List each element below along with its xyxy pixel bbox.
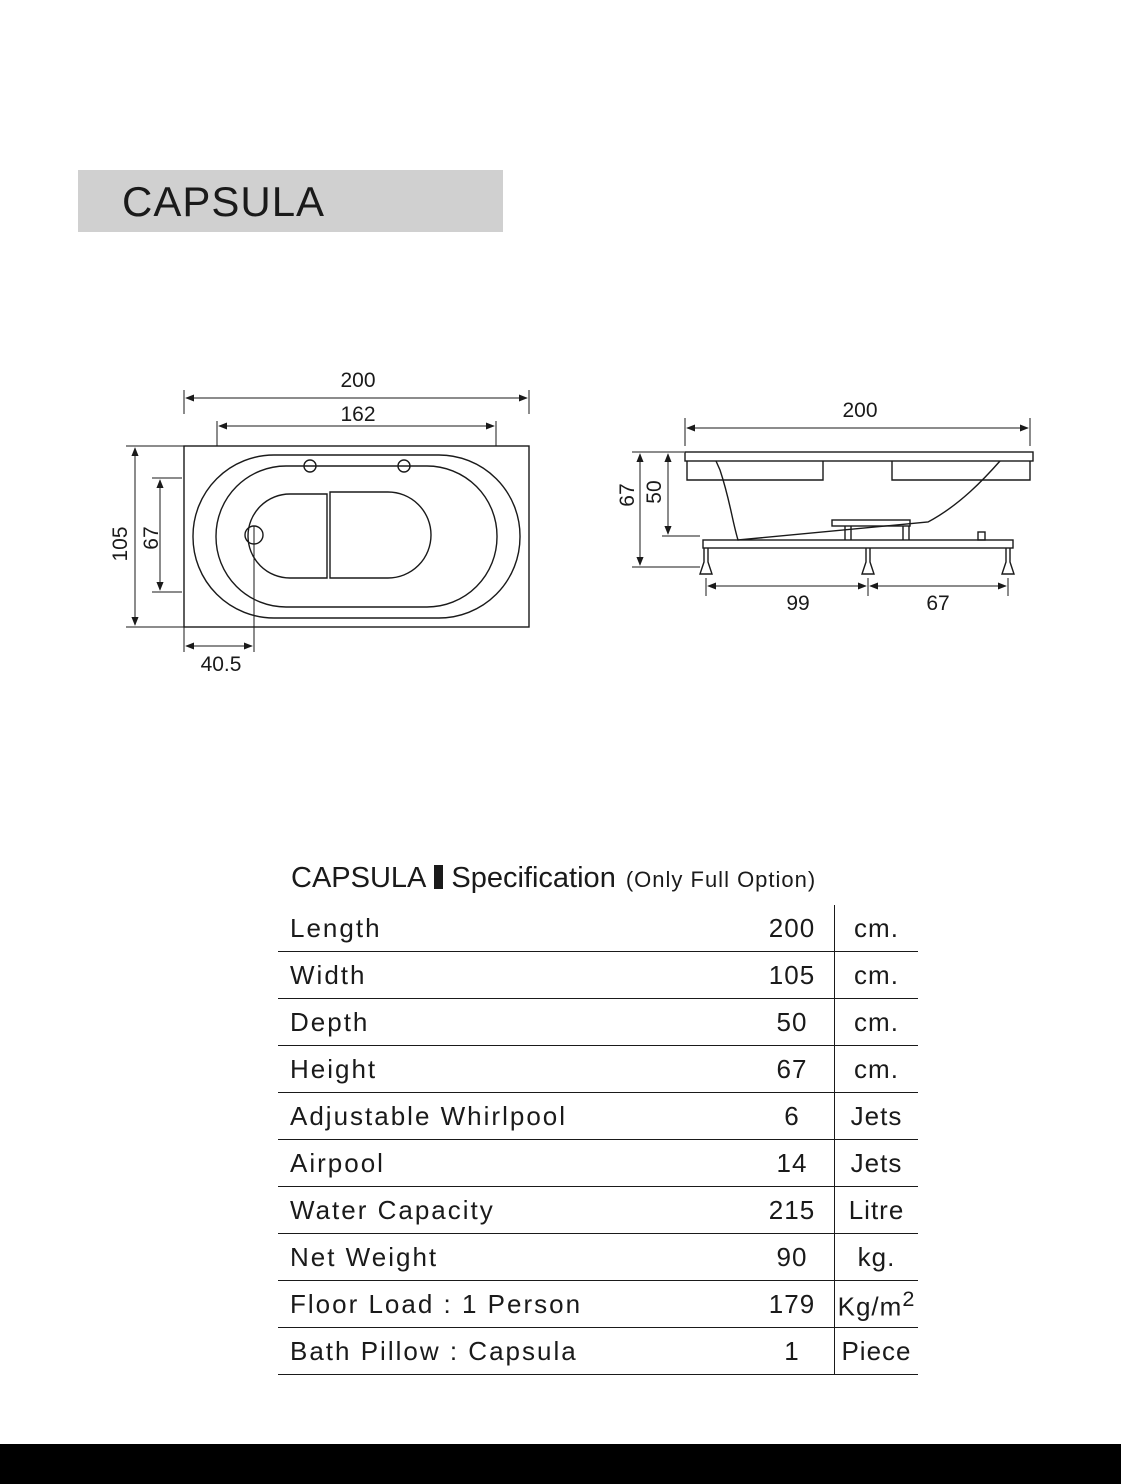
spec-unit: Jets: [835, 1093, 919, 1140]
table-row: [278, 1046, 918, 1093]
label-side-length: 200: [842, 399, 878, 422]
label-drain-offset: 40.5: [200, 653, 242, 676]
spec-label: Width: [278, 952, 750, 999]
spec-label: Depth: [278, 999, 750, 1046]
label-overall-length: 200: [340, 369, 376, 392]
leg-left-icon: [700, 548, 712, 574]
leg-middle-icon: [862, 548, 874, 574]
table-row: [278, 1234, 918, 1281]
base-frame: [703, 540, 1013, 548]
tub-basin: [216, 466, 497, 607]
label-inner-length: 162: [340, 403, 376, 426]
top-view: [126, 390, 529, 652]
product-title: CAPSULA: [122, 178, 326, 225]
spec-unit: kg.: [835, 1234, 919, 1281]
spec-label: Bath Pillow : Capsula: [278, 1328, 750, 1375]
table-row: [278, 905, 918, 952]
spec-value: 179: [750, 1281, 835, 1328]
spec-label: Height: [278, 1046, 750, 1093]
spec-heading: [291, 862, 816, 895]
table-row: [278, 1281, 918, 1328]
spec-value: 105: [750, 952, 835, 999]
label-inner-width: 67: [140, 526, 163, 550]
valve-icon: [978, 532, 985, 540]
side-view: [632, 418, 1033, 596]
table-row: [278, 1328, 918, 1375]
spec-unit: [835, 1281, 919, 1328]
spec-label: Water Capacity: [278, 1187, 750, 1234]
spec-label: Adjustable Whirlpool: [278, 1093, 750, 1140]
spec-unit: cm.: [835, 905, 919, 952]
label-leg-span-right: 67: [926, 592, 950, 615]
table-row: [278, 999, 918, 1046]
tub-rim: [193, 455, 520, 618]
heading-divider: [434, 865, 443, 889]
seat-pad: [330, 492, 431, 578]
rim-right-block: [892, 461, 1030, 480]
spec-note: (Only Full Option): [625, 867, 817, 892]
spec-value: 90: [750, 1234, 835, 1281]
label-side-depth: 50: [643, 480, 666, 504]
basin-profile: [716, 461, 1000, 540]
table-row: [278, 1093, 918, 1140]
spec-unit: cm.: [835, 999, 919, 1046]
spec-value: 1: [750, 1328, 835, 1375]
rim-top: [685, 452, 1033, 461]
spec-table: [278, 905, 918, 1375]
spec-label: Length: [278, 905, 750, 952]
spec-unit: Piece: [835, 1328, 919, 1375]
footer-bar: [0, 1444, 1121, 1484]
rim-left-block: [687, 461, 823, 480]
table-row: [278, 1140, 918, 1187]
unit-text: Kg/m: [837, 1291, 903, 1322]
spec-model: CAPSULA: [291, 862, 427, 894]
spec-unit: cm.: [835, 952, 919, 999]
table-row: [278, 952, 918, 999]
spec-value: 50: [750, 999, 835, 1046]
spec-label: Airpool: [278, 1140, 750, 1187]
spec-value: 6: [750, 1093, 835, 1140]
spec-value: 215: [750, 1187, 835, 1234]
unit-superscript: 2: [902, 1285, 916, 1311]
leg-right-icon: [1002, 548, 1014, 574]
spec-value: 67: [750, 1046, 835, 1093]
spec-unit: Jets: [835, 1140, 919, 1187]
spec-title: Specification: [451, 862, 616, 894]
basin-floor-left: [248, 494, 327, 578]
spec-label: Floor Load : 1 Person: [278, 1281, 750, 1328]
label-leg-span-left: 99: [786, 592, 810, 615]
spec-value: 14: [750, 1140, 835, 1187]
spec-unit: Litre: [835, 1187, 919, 1234]
tub-outline: [184, 446, 529, 627]
spec-unit: cm.: [835, 1046, 919, 1093]
label-overall-width: 105: [109, 526, 132, 562]
table-row: [278, 1187, 918, 1234]
label-side-height: 67: [616, 483, 639, 507]
spec-label: Net Weight: [278, 1234, 750, 1281]
spec-value: 200: [750, 905, 835, 952]
